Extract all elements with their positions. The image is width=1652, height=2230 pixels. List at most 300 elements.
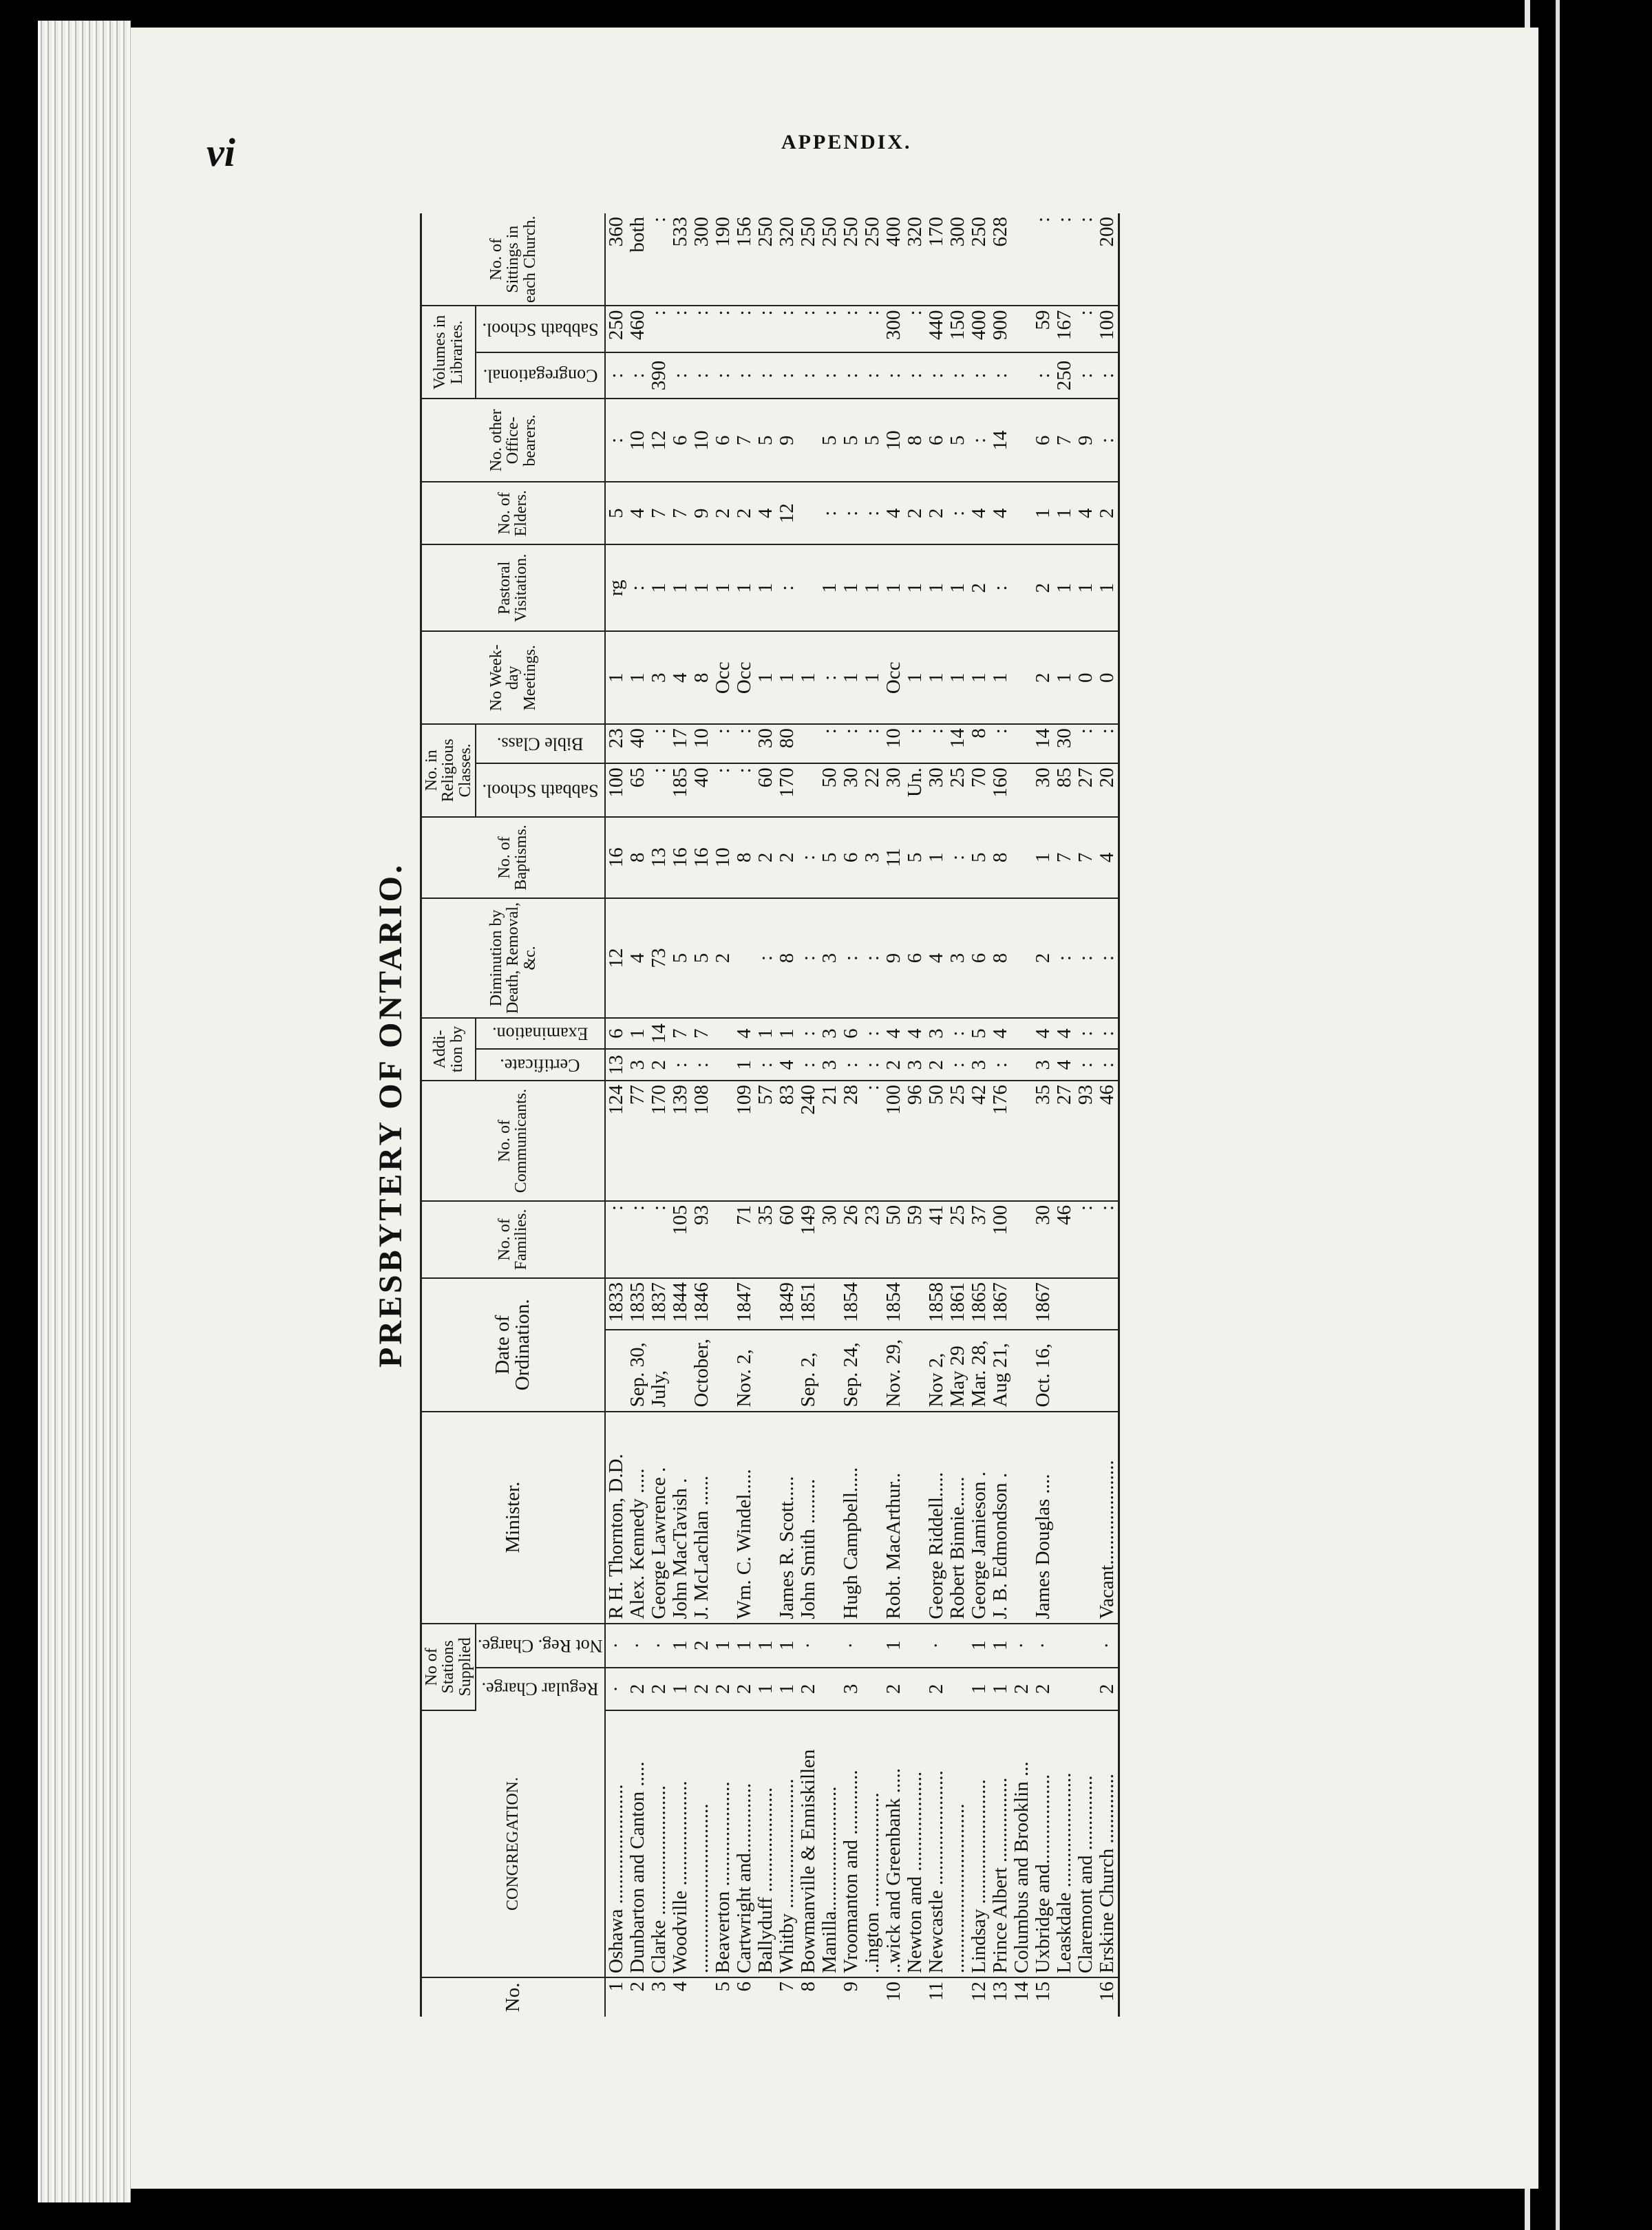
col-congregation-header: CONGREGATION. (421, 1710, 605, 1977)
col-examination-header: Examination. (476, 1018, 605, 1050)
cell-sittings (1011, 213, 1032, 306)
table-row (776, 213, 798, 2017)
cell-sabbath: 85 (1054, 763, 1075, 816)
cell-sittings: 300 (947, 213, 968, 306)
cell-families: 71 (734, 1201, 755, 1278)
cell-elders: : (947, 482, 968, 544)
cell-bible: 10 (883, 724, 904, 763)
cell-bible: : (1097, 724, 1119, 763)
cell-certificate: 3 (904, 1049, 926, 1081)
table-row (862, 213, 883, 2017)
cell-elders: 2 (734, 482, 755, 544)
table-row (904, 213, 926, 2017)
cell-certificate (712, 1049, 734, 1081)
cell-certificate: 4 (776, 1049, 798, 1081)
cell-sittings: 200 (1097, 213, 1119, 306)
cell-minister: George Riddell..... (926, 1412, 947, 1624)
table-row (1011, 213, 1032, 2017)
cell-no: 5 (711, 1982, 734, 1992)
cell-communicants (712, 1081, 734, 1201)
page-edges (38, 21, 131, 2202)
cell-not-reg (904, 1624, 926, 1668)
cell-minister: Wm. C. Windel..... (734, 1412, 755, 1624)
cell-bible: : (904, 724, 926, 763)
cell-not-reg: 1 (968, 1624, 990, 1668)
cell-regular: 1 (968, 1668, 990, 1710)
cell-pastoral: 1 (819, 544, 840, 631)
cell-minister: Vacant..................... (1097, 1412, 1119, 1624)
cell-baptisms: 4 (1097, 817, 1119, 899)
cell-regular: 2 (1097, 1668, 1119, 1710)
cell-families: 41 (926, 1201, 947, 1278)
cell-sabbath: 27 (1075, 763, 1097, 816)
cell-regular (904, 1668, 926, 1710)
cell-date (755, 1330, 776, 1412)
cell-elders: 4 (968, 482, 990, 544)
cell-certificate: 2 (883, 1049, 904, 1081)
cell-examination: 7 (691, 1018, 712, 1050)
cell-bible: 10 (691, 724, 712, 763)
cell-sabbath-lib: : (691, 306, 712, 352)
cell-regular: 2 (712, 1668, 734, 1710)
cell-elders: : (840, 482, 862, 544)
cell-pastoral: 1 (1054, 544, 1075, 631)
cell-year: 1867 (1032, 1278, 1054, 1330)
cell-office: 6 (670, 399, 691, 482)
cell-communicants: 35 (1032, 1081, 1054, 1201)
cell-date: Sep. 30, (627, 1330, 648, 1412)
col-no-header: No. (421, 1977, 605, 2017)
cell-date (862, 1330, 883, 1412)
cell-no (862, 1977, 883, 2017)
col-office-header: No. other Office-bearers. (421, 399, 605, 482)
cell-no (947, 1977, 968, 2017)
cell-sittings: 628 (990, 213, 1011, 306)
cell-pastoral (798, 544, 819, 631)
cell-pastoral: 1 (1097, 544, 1119, 631)
cell-pastoral: 1 (840, 544, 862, 631)
cell-congregation: Beaverton ..................... (712, 1710, 734, 1977)
cell-weekday: 3 (648, 631, 670, 724)
cell-office (1011, 399, 1032, 482)
cell-sabbath: 50 (819, 763, 840, 816)
cell-pastoral: 1 (883, 544, 904, 631)
cell-sabbath-lib: 59 (1032, 306, 1054, 352)
cell-year: 1847 (734, 1278, 755, 1330)
cell-certificate: 3 (968, 1049, 990, 1081)
col-addition-group-header: Addition by (421, 1018, 476, 1081)
cell-minister: John Smith ......... (798, 1412, 819, 1624)
cell-sittings: 360 (605, 213, 627, 306)
cell-minister: Hugh Campbell..... (840, 1412, 862, 1624)
cell-regular: 2 (734, 1668, 755, 1710)
cell-office: 6 (712, 399, 734, 482)
cell-date (712, 1330, 734, 1412)
cell-no: 16 (1097, 1977, 1119, 2017)
cell-elders (1011, 482, 1032, 544)
cell-congregational: : (990, 352, 1011, 399)
cell-date: Oct. 16, (1032, 1330, 1054, 1412)
cell-year (712, 1278, 734, 1330)
cell-not-reg: 2 (691, 1624, 712, 1668)
cell-minister: Alex. Kennedy ..... (627, 1412, 648, 1624)
cell-sabbath: Un. (904, 763, 926, 816)
cell-weekday: Occ (712, 631, 734, 724)
cell-elders: 4 (990, 482, 1011, 544)
cell-diminution: : (1075, 898, 1097, 1017)
cell-minister (862, 1412, 883, 1624)
table-row (691, 213, 712, 2017)
cell-weekday (1011, 631, 1032, 724)
cell-examination: 14 (648, 1018, 670, 1050)
cell-congregational: : (776, 352, 798, 399)
cell-diminution: 73 (648, 898, 670, 1017)
cell-diminution: 6 (904, 898, 926, 1017)
cell-elders: 4 (627, 482, 648, 544)
cell-certificate: : (990, 1049, 1011, 1081)
cell-families: : (605, 1201, 627, 1278)
cell-sittings: 250 (798, 213, 819, 306)
cell-weekday: 1 (605, 631, 627, 724)
cell-congregational: : (1032, 352, 1054, 399)
cell-office: 5 (862, 399, 883, 482)
cell-congregation: Dunbarton and Canton ..... (627, 1710, 648, 1977)
col-ordination-header: Date of Ordination. (421, 1278, 605, 1412)
cell-examination: : (862, 1018, 883, 1050)
cell-families: 26 (840, 1201, 862, 1278)
cell-baptisms: 8 (990, 817, 1011, 899)
cell-congregation: Claremont and ............... (1075, 1710, 1097, 1977)
cell-year (1097, 1278, 1119, 1330)
cell-no (904, 1977, 926, 2017)
cell-diminution: 2 (712, 898, 734, 1017)
cell-year: 1835 (627, 1278, 648, 1330)
cell-sabbath-lib: 440 (926, 306, 947, 352)
cell-weekday: Occ (734, 631, 755, 724)
cell-examination: : (1075, 1018, 1097, 1050)
cell-certificate: : (947, 1049, 968, 1081)
cell-families (712, 1201, 734, 1278)
cell-congregational: : (605, 352, 627, 399)
cell-baptisms: : (798, 817, 819, 899)
cell-date: Aug 21, (990, 1330, 1011, 1412)
cell-minister: George Lawrence . (648, 1412, 670, 1624)
cell-date: Nov 2, (926, 1330, 947, 1412)
cell-certificate: : (862, 1049, 883, 1081)
cell-not-reg: 1 (670, 1624, 691, 1668)
cell-minister: Robt. MacArthur.. (883, 1412, 904, 1624)
cell-weekday: 1 (862, 631, 883, 724)
col-stations-group-header: No of Stations Supplied (421, 1624, 476, 1710)
col-regular-charge-header: Regular Charge. (476, 1668, 605, 1710)
cell-sabbath (1011, 763, 1032, 816)
cell-weekday: 1 (990, 631, 1011, 724)
cell-elders: 5 (605, 482, 627, 544)
cell-bible: : (926, 724, 947, 763)
cell-examination: 3 (819, 1018, 840, 1050)
cell-examination: 7 (670, 1018, 691, 1050)
cell-baptisms: 16 (605, 817, 627, 899)
cell-congregational: 390 (648, 352, 670, 399)
cell-certificate: : (1097, 1049, 1119, 1081)
cell-weekday: 2 (1032, 631, 1054, 724)
cell-sabbath-lib: 460 (627, 306, 648, 352)
cell-minister (755, 1412, 776, 1624)
cell-sabbath-lib: 150 (947, 306, 968, 352)
cell-date (776, 1330, 798, 1412)
cell-baptisms: : (947, 817, 968, 899)
cell-date: October, (691, 1330, 712, 1412)
col-elders-header: No. of Elders. (421, 482, 605, 544)
cell-sabbath: 185 (670, 763, 691, 816)
table-row (670, 213, 691, 2017)
cell-pastoral: 1 (734, 544, 755, 631)
cell-office: 7 (1054, 399, 1075, 482)
col-diminution-header: Diminution by Death, Removal, &c. (421, 898, 605, 1017)
cell-date (1075, 1330, 1097, 1412)
cell-sittings: : (648, 213, 670, 306)
cell-bible: : (734, 724, 755, 763)
cell-minister: J. B. Edmondson . (990, 1412, 1011, 1624)
cell-elders: 1 (1032, 482, 1054, 544)
cell-office: 9 (1075, 399, 1097, 482)
cell-certificate: 4 (1054, 1049, 1075, 1081)
cell-regular: 2 (627, 1668, 648, 1710)
cell-date (819, 1330, 840, 1412)
cell-diminution: 6 (968, 898, 990, 1017)
cell-communicants: 57 (755, 1081, 776, 1201)
cell-sabbath-lib: : (712, 306, 734, 352)
cell-congregational: : (947, 352, 968, 399)
cell-sabbath: 20 (1097, 763, 1119, 816)
cell-congregational: : (734, 352, 755, 399)
cell-baptisms: 8 (627, 817, 648, 899)
cell-no: 7 (775, 1982, 798, 1992)
cell-families: 50 (883, 1201, 904, 1278)
cell-weekday: 8 (691, 631, 712, 724)
col-families-header: No. of Families. (421, 1201, 605, 1278)
cell-office: 5 (947, 399, 968, 482)
cell-congregational: : (840, 352, 862, 399)
cell-sabbath: 22 (862, 763, 883, 816)
cell-elders: 4 (755, 482, 776, 544)
cell-diminution: : (840, 898, 862, 1017)
cell-office: 5 (819, 399, 840, 482)
col-sabbath-school-header: Sabbath School. (476, 763, 605, 816)
cell-date (605, 1330, 627, 1412)
cell-year (819, 1278, 840, 1330)
cell-bible: 14 (1032, 724, 1054, 763)
cell-baptisms: 8 (734, 817, 755, 899)
cell-certificate: : (755, 1049, 776, 1081)
cell-not-reg (862, 1624, 883, 1668)
cell-examination (1011, 1018, 1032, 1050)
cell-year: 1867 (990, 1278, 1011, 1330)
cell-pastoral: 1 (904, 544, 926, 631)
cell-year (755, 1278, 776, 1330)
cell-sabbath-lib: 900 (990, 306, 1011, 352)
cell-families: 46 (1054, 1201, 1075, 1278)
cell-sabbath: : (734, 763, 755, 816)
cell-diminution: 8 (776, 898, 798, 1017)
cell-examination (712, 1018, 734, 1050)
col-sittings-header: No. of Sittings in each Church. (421, 213, 605, 306)
cell-bible: : (819, 724, 840, 763)
cell-communicants: 93 (1075, 1081, 1097, 1201)
cell-date: Mar. 28, (968, 1330, 990, 1412)
cell-baptisms: 3 (862, 817, 883, 899)
cell-examination: 5 (968, 1018, 990, 1050)
table-row (883, 213, 904, 2017)
cell-baptisms (1011, 817, 1032, 899)
cell-not-reg: · (648, 1624, 670, 1668)
cell-diminution: 5 (670, 898, 691, 1017)
facing-page-edge-2 (1556, 0, 1560, 2230)
cell-congregation: Bowmanville & Enniskillen (798, 1710, 819, 1977)
cell-minister: John MacTavish . (670, 1412, 691, 1624)
cell-baptisms: 13 (648, 817, 670, 899)
cell-sabbath: 170 (776, 763, 798, 816)
cell-elders: 12 (776, 482, 798, 544)
cell-certificate: 3 (1032, 1049, 1054, 1081)
cell-families: 23 (862, 1201, 883, 1278)
cell-year: 1865 (968, 1278, 990, 1330)
running-head: APPENDIX. (781, 131, 912, 153)
cell-families: : (1075, 1201, 1097, 1278)
cell-year (1075, 1278, 1097, 1330)
cell-year: 1854 (883, 1278, 904, 1330)
cell-congregation: Vroomanton and ............. (840, 1710, 862, 1977)
cell-date: May 29 (947, 1330, 968, 1412)
cell-families: : (627, 1201, 648, 1278)
cell-congregational: : (819, 352, 840, 399)
cell-sabbath-lib: : (1075, 306, 1097, 352)
cell-elders: 4 (1075, 482, 1097, 544)
cell-pastoral: 1 (670, 544, 691, 631)
cell-regular: 1 (776, 1668, 798, 1710)
cell-weekday: 4 (670, 631, 691, 724)
cell-weekday: 1 (776, 631, 798, 724)
cell-families: 37 (968, 1201, 990, 1278)
cell-communicants: 77 (627, 1081, 648, 1201)
cell-weekday: 1 (968, 631, 990, 724)
cell-no: 3 (647, 1982, 670, 1992)
cell-no (1075, 1977, 1097, 2017)
cell-sabbath-lib: 100 (1097, 306, 1119, 352)
cell-no: 15 (1031, 1982, 1054, 2001)
cell-diminution: 9 (883, 898, 904, 1017)
col-sabbath-lib-header: Sabbath School. (476, 306, 605, 352)
cell-congregation: Uxbridge and.................. (1032, 1710, 1054, 1977)
cell-sittings: : (1032, 213, 1054, 306)
cell-regular (862, 1668, 883, 1710)
cell-pastoral: : (627, 544, 648, 631)
cell-families: 100 (990, 1201, 1011, 1278)
cell-date: Nov. 2, (734, 1330, 755, 1412)
cell-communicants: 139 (670, 1081, 691, 1201)
table-row (648, 213, 670, 2017)
cell-sittings: : (1075, 213, 1097, 306)
cell-congregation: Newton and .................... (904, 1710, 926, 1977)
cell-not-reg (819, 1624, 840, 1668)
cell-congregational: : (904, 352, 926, 399)
cell-diminution: 5 (691, 898, 712, 1017)
cell-sabbath: 70 (968, 763, 990, 816)
cell-no: 13 (988, 1982, 1011, 2001)
cell-regular: 1 (990, 1668, 1011, 1710)
cell-year: 1849 (776, 1278, 798, 1330)
cell-year: 1846 (691, 1278, 712, 1330)
cell-sittings: : (1054, 213, 1075, 306)
cell-sittings: 320 (904, 213, 926, 306)
cell-congregation: .................................. (691, 1710, 712, 1977)
cell-bible: 80 (776, 724, 798, 763)
cell-office (798, 399, 819, 482)
cell-no: 11 (924, 1982, 947, 2001)
cell-certificate: 2 (926, 1049, 947, 1081)
cell-congregation: Ballyduff ..................... (755, 1710, 776, 1977)
cell-elders: 7 (648, 482, 670, 544)
cell-sabbath: 160 (990, 763, 1011, 816)
cell-weekday: 1 (1054, 631, 1075, 724)
cell-not-reg: · (1032, 1624, 1054, 1668)
cell-sabbath-lib: 167 (1054, 306, 1075, 352)
cell-examination: : (947, 1018, 968, 1050)
cell-date (1097, 1330, 1119, 1412)
cell-year: 1833 (605, 1278, 627, 1330)
col-libraries-group-header: Volumes in Libraries. (421, 306, 476, 399)
cell-minister (819, 1412, 840, 1624)
cell-regular: 1 (755, 1668, 776, 1710)
cell-pastoral: : (990, 544, 1011, 631)
cell-elders: : (819, 482, 840, 544)
cell-baptisms: 5 (968, 817, 990, 899)
cell-examination: 1 (776, 1018, 798, 1050)
table-row (605, 213, 627, 2017)
cell-not-reg: 1 (883, 1624, 904, 1668)
cell-examination: 6 (605, 1018, 627, 1050)
col-communicants-header: No. of Communicants. (421, 1081, 605, 1201)
cell-regular (819, 1668, 840, 1710)
cell-sittings: 533 (670, 213, 691, 306)
header-row-1 (421, 213, 476, 2017)
cell-weekday: 1 (904, 631, 926, 724)
presbytery-statistics-table (420, 213, 1120, 2017)
cell-communicants: 25 (947, 1081, 968, 1201)
cell-weekday: 1 (926, 631, 947, 724)
cell-date: Nov. 29, (883, 1330, 904, 1412)
cell-baptisms: 2 (776, 817, 798, 899)
cell-regular (1054, 1668, 1075, 1710)
cell-congregation: Lindsay ......................... (968, 1710, 990, 1977)
cell-diminution (734, 898, 755, 1017)
cell-families: 59 (904, 1201, 926, 1278)
cell-minister (1011, 1412, 1032, 1624)
table-row (990, 213, 1011, 2017)
cell-congregational: : (883, 352, 904, 399)
cell-date (670, 1330, 691, 1412)
cell-sabbath-lib: 400 (968, 306, 990, 352)
table-row (1075, 213, 1097, 2017)
cell-sabbath-lib: 250 (605, 306, 627, 352)
cell-office: 7 (734, 399, 755, 482)
col-not-reg-charge-header: Not Reg. Charge. (476, 1624, 605, 1668)
cell-elders: 7 (670, 482, 691, 544)
cell-elders: 2 (904, 482, 926, 544)
cell-sittings: 190 (712, 213, 734, 306)
cell-examination: 1 (755, 1018, 776, 1050)
cell-sabbath: 100 (605, 763, 627, 816)
